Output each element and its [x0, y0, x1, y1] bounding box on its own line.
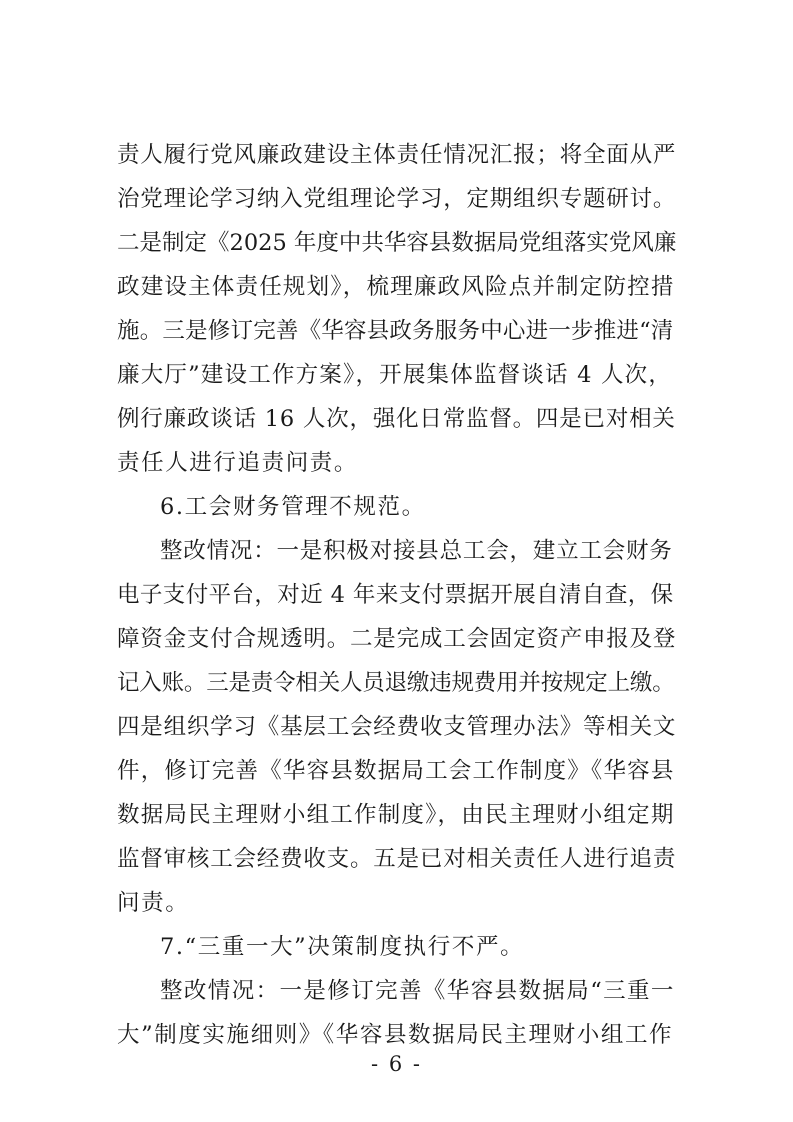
text-line-7: 例行廉政谈话 16 人次，强化日常监督。四是已对相关 [117, 406, 676, 432]
text-line-5: 施。三是修订完善《华容县政务服务中心进一步推进“清 [117, 318, 674, 344]
text-line-14: 四是组织学习《基层工会经费收支管理办法》等相关文 [117, 714, 677, 740]
text-line-10: 整改情况：一是积极对接县总工会，建立工会财务 [160, 538, 673, 564]
text-line-16: 数据局民主理财小组工作制度》，由民主理财小组定期 [117, 802, 675, 828]
text-line-4: 政建设主体责任规划》，梳理廉政风险点并制定防控措 [117, 274, 675, 300]
text-line-6: 廉大厅”建设工作方案》，开展集体监督谈话 4 人次， [117, 362, 673, 388]
text-line-15: 件，修订完善《华容县数据局工会工作制度》《华容县 [117, 758, 675, 784]
text-line-2: 治党理论学习纳入党组理论学习，定期组织专题研讨。 [117, 186, 677, 212]
text-line-20: 整改情况：一是修订完善《华容县数据局“三重一 [160, 978, 675, 1004]
text-line-3: 二是制定《2025 年度中共华容县数据局党组落实党风廉 [117, 230, 677, 256]
text-line-8: 责任人进行追责问责。 [117, 450, 359, 476]
text-line-13: 记入账。三是责令相关人员退缴违规费用并按规定上缴。 [117, 670, 675, 696]
section-heading-6: 6.工会财务管理不规范。 [160, 494, 426, 520]
text-line-18: 问责。 [117, 890, 190, 916]
text-line-1: 责人履行党风廉政建设主体责任情况汇报；将全面从严 [117, 142, 677, 168]
text-line-11: 电子支付平台，对近 4 年来支付票据开展自清自查，保 [117, 582, 674, 608]
text-line-17: 监督审核工会经费收支。五是已对相关责任人进行追责 [117, 846, 677, 872]
text-line-21: 大”制度实施细则》《华容县数据局民主理财小组工作 [117, 1022, 674, 1048]
text-line-12: 障资金支付合规透明。二是完成工会固定资产申报及登 [117, 626, 677, 652]
page-number: - 6 - [371, 1052, 422, 1076]
section-heading-7: 7.“三重一大”决策制度执行不严。 [160, 934, 525, 960]
